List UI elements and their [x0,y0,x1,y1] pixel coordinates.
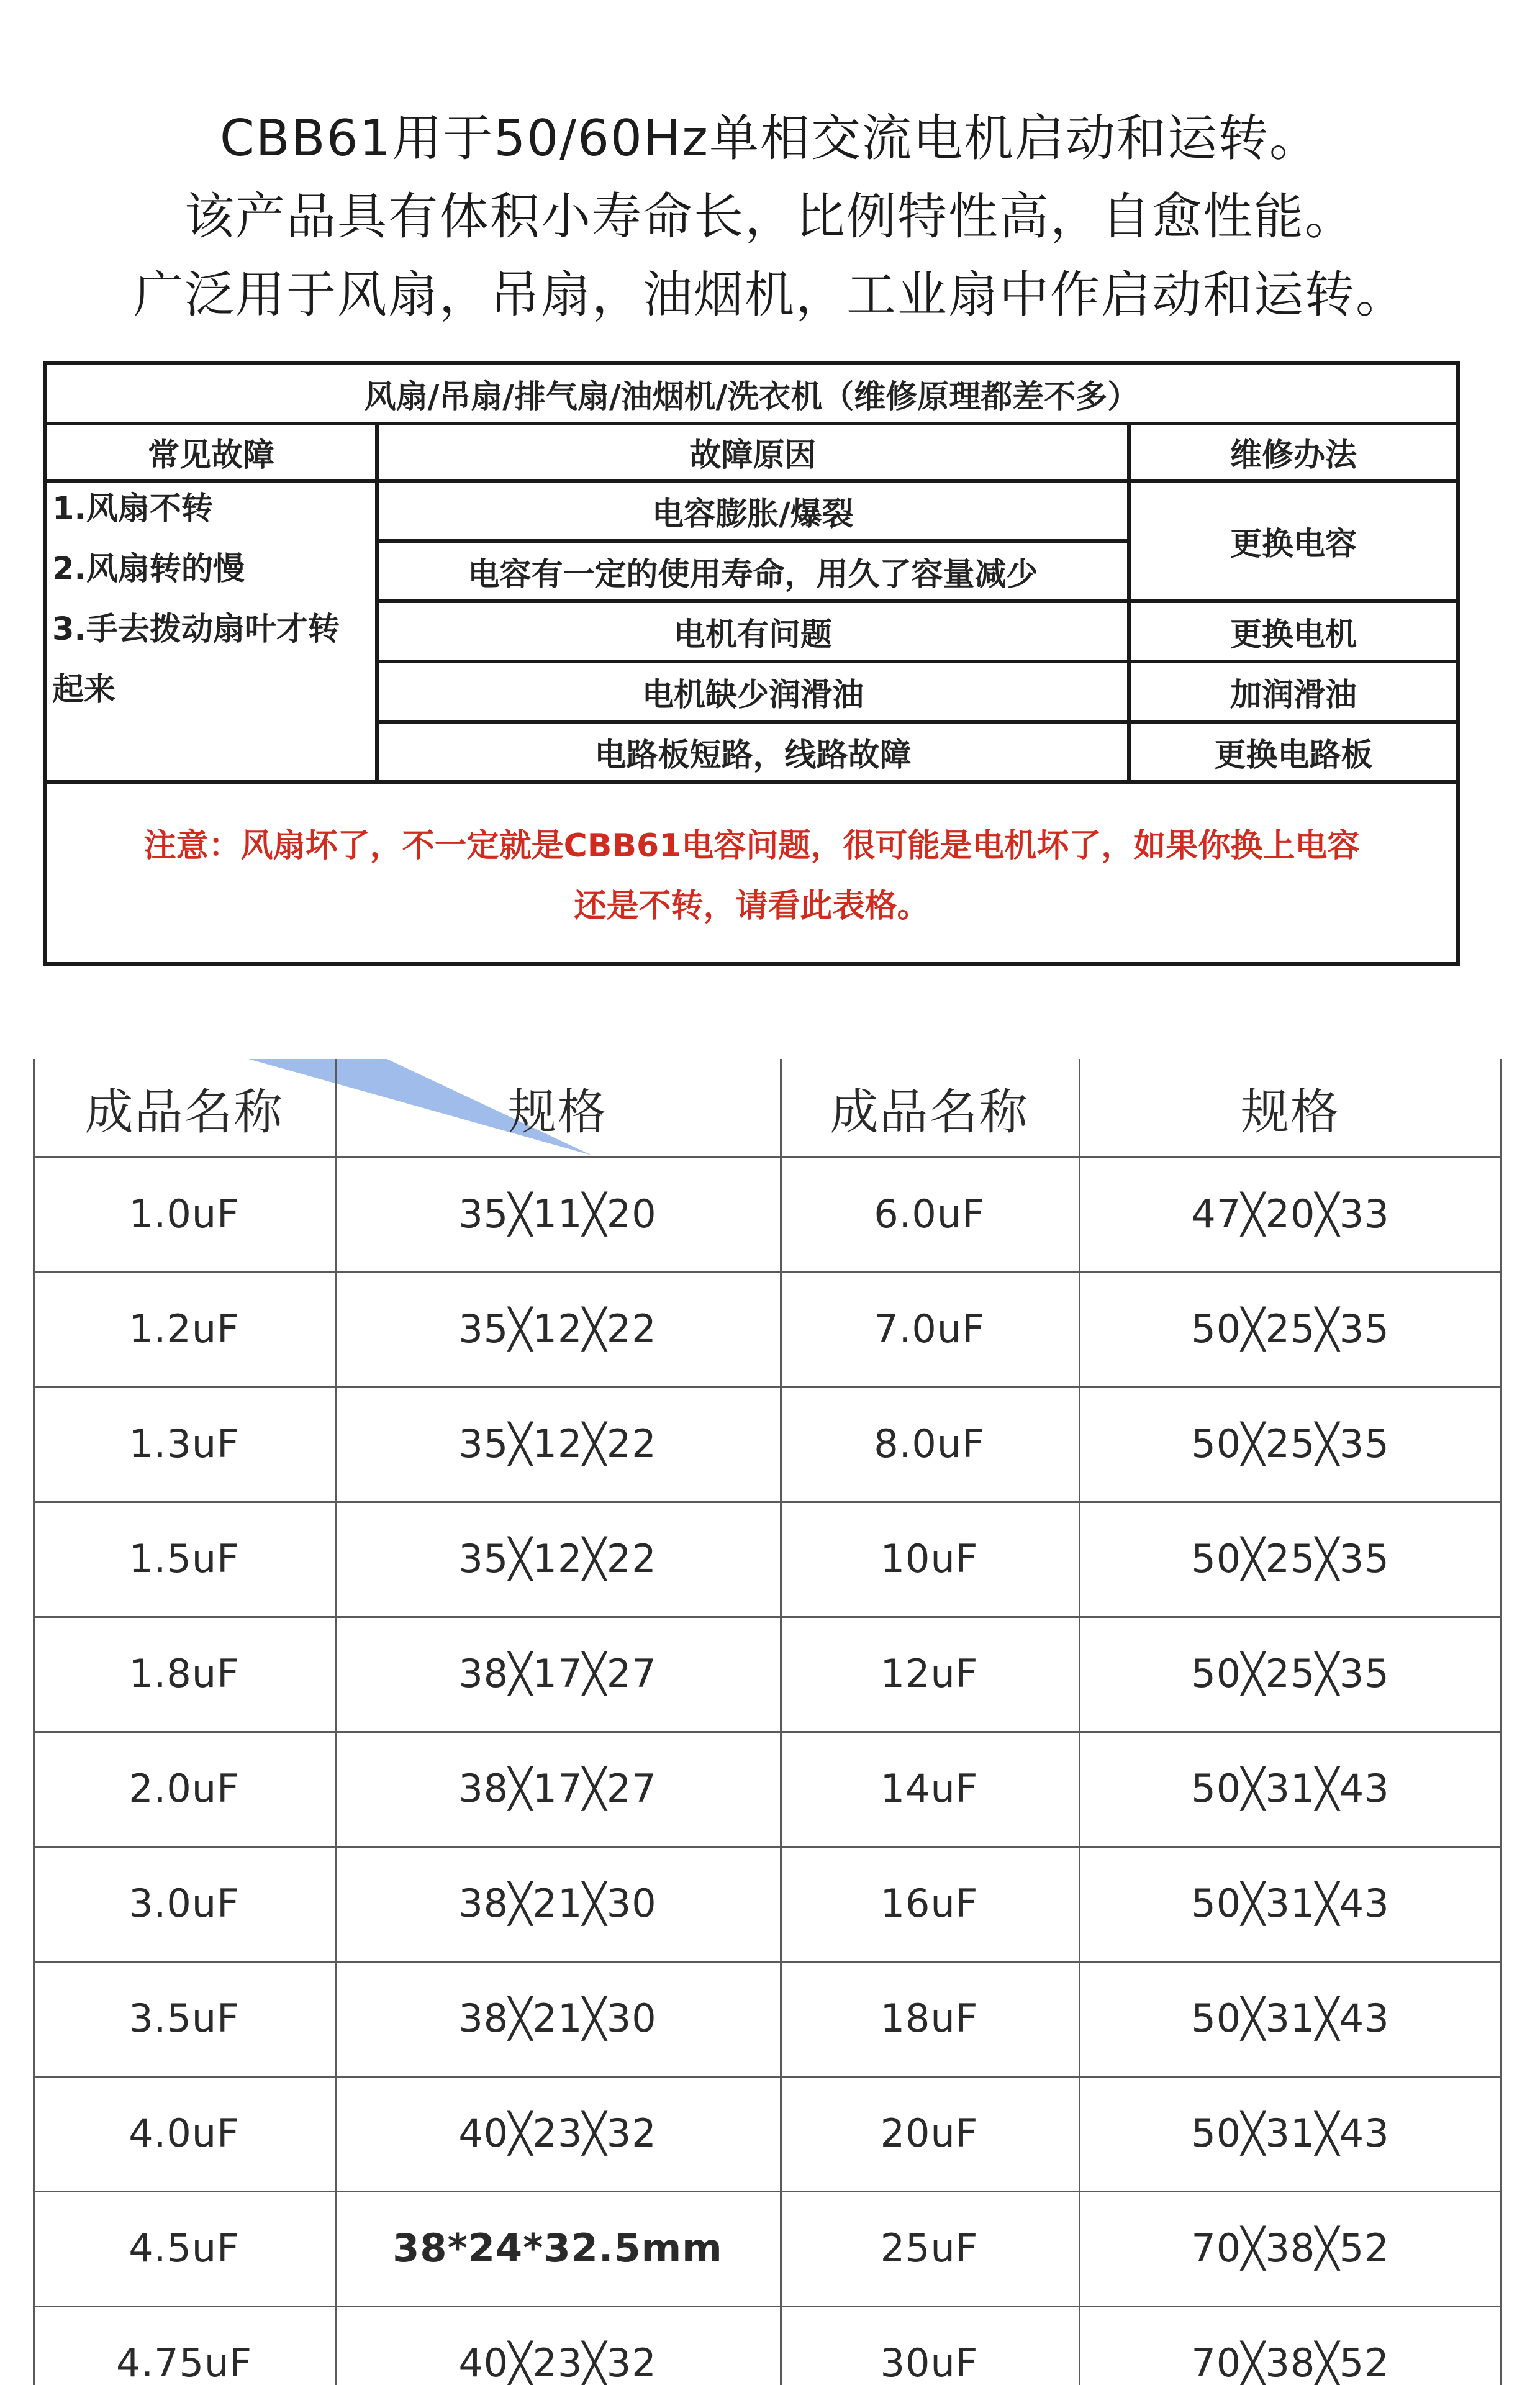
dimension-value: 35╳12╳22 [458,1536,657,1581]
capacitance-value: 10uF [880,1536,979,1581]
cause-motor-lubrication: 电机缺少润滑油 [641,676,864,714]
dimension-value: 50╳25╳35 [1191,1306,1390,1352]
dimension-value: 38╳21╳30 [458,1996,657,2041]
intro-line-2: 该产品具有体积小寿命长，比例特性高，自愈性能。 [184,188,1356,245]
cause-capacitor-aging: 电容有一定的使用寿命，用久了容量减少 [468,556,1038,593]
remedy-replace-motor: 更换电机 [1230,616,1357,653]
header-remedy: 维修办法 [1230,437,1357,474]
capacitance-value: 1.0uF [129,1191,240,1237]
capacitance-value: 16uF [880,1881,979,1926]
capacitance-value: 6.0uF [874,1191,985,1237]
cause-circuit-board: 电路板短路，线路故障 [594,737,912,774]
capacitance-value: 4.75uF [116,2340,252,2385]
capacitance-value: 25uF [880,2225,979,2271]
capacitance-value: 30uF [880,2340,979,2385]
capacitance-value: 8.0uF [874,1421,985,1466]
dimension-value: 50╳25╳35 [1191,1651,1390,1696]
dimension-value: 38*24*32.5mm [392,2225,723,2271]
remedy-replace-board: 更换电路板 [1214,737,1373,774]
capacitance-value: 2.0uF [129,1766,240,1811]
dimension-value: 70╳38╳52 [1191,2340,1390,2385]
cause-motor-problem: 电机有问题 [673,616,832,653]
dimension-value: 70╳38╳52 [1191,2225,1390,2271]
header-specification: 规格 [1240,1084,1340,1140]
capacitance-value: 7.0uF [874,1306,985,1352]
header-specification: 规格 [507,1084,607,1140]
header-fault-cause: 故障原因 [689,437,817,474]
capacitance-value: 3.5uF [129,1996,240,2041]
capacitance-value: 14uF [880,1766,979,1811]
warning-note [47,816,1456,937]
capacitance-value: 4.5uF [129,2225,240,2271]
fault-item: 1.风扇不转 [52,491,213,527]
dimension-value: 50╳25╳35 [1191,1421,1390,1466]
common-faults-list [52,479,375,720]
capacitance-value: 4.0uF [129,2110,240,2156]
warning-note-line-2: 还是不转，请看此表格。 [574,888,930,925]
capacitance-value: 20uF [880,2110,979,2156]
intro-text [0,99,1540,334]
header-product-name: 成品名称 [84,1084,284,1140]
dimension-value: 47╳20╳33 [1191,1191,1390,1237]
dimension-value: 50╳31╳43 [1191,1996,1390,2041]
capacitance-value: 1.2uF [129,1306,240,1352]
dimension-value: 50╳25╳35 [1191,1536,1390,1581]
dimension-value: 40╳23╳32 [458,2110,657,2156]
capacitance-value: 3.0uF [129,1881,240,1926]
capacitance-value: 18uF [880,1996,979,2041]
cause-capacitor-burst: 电容膨胀/爆裂 [652,496,854,533]
fault-item: 起来 [52,671,116,708]
dimension-value: 38╳21╳30 [458,1881,657,1926]
dimension-value: 35╳11╳20 [458,1191,657,1237]
dimension-value: 50╳31╳43 [1191,2110,1390,2156]
fault-item: 2.风扇转的慢 [52,551,245,588]
header-product-name: 成品名称 [830,1084,1029,1140]
warning-note-line-1: 注意：风扇坏了，不一定就是CBB61电容问题，很可能是电机坏了，如果你换上电容 [143,827,1360,865]
repair-table [43,361,1460,966]
header-common-fault: 常见故障 [147,437,274,474]
capacitance-value: 12uF [880,1651,979,1696]
intro-line-3: 广泛用于风扇，吊扇，油烟机，工业扇中作启动和运转。 [134,266,1406,324]
intro-line-1: CBB61用于50/60Hz单相交流电机启动和运转。 [219,109,1321,167]
spec-table [33,1059,1502,2385]
dimension-value: 40╳23╳32 [458,2340,657,2385]
dimension-value: 50╳31╳43 [1191,1766,1390,1811]
dimension-value: 35╳12╳22 [458,1306,657,1352]
dimension-value: 35╳12╳22 [458,1421,657,1466]
remedy-add-lubricant: 加润滑油 [1230,676,1357,714]
dimension-value: 50╳31╳43 [1191,1881,1390,1926]
capacitance-value: 1.8uF [129,1651,240,1696]
capacitance-value: 1.5uF [129,1536,240,1581]
remedy-replace-capacitor: 更换电容 [1230,526,1357,563]
dimension-value: 38╳17╳27 [458,1766,657,1811]
fault-item: 3.手去拨动扇叶才转 [52,611,340,648]
capacitance-value: 1.3uF [129,1421,240,1466]
dimension-value: 38╳17╳27 [458,1651,657,1696]
repair-table-title: 风扇/吊扇/排气扇/油烟机/洗衣机（维修原理都差不多） [364,378,1139,416]
